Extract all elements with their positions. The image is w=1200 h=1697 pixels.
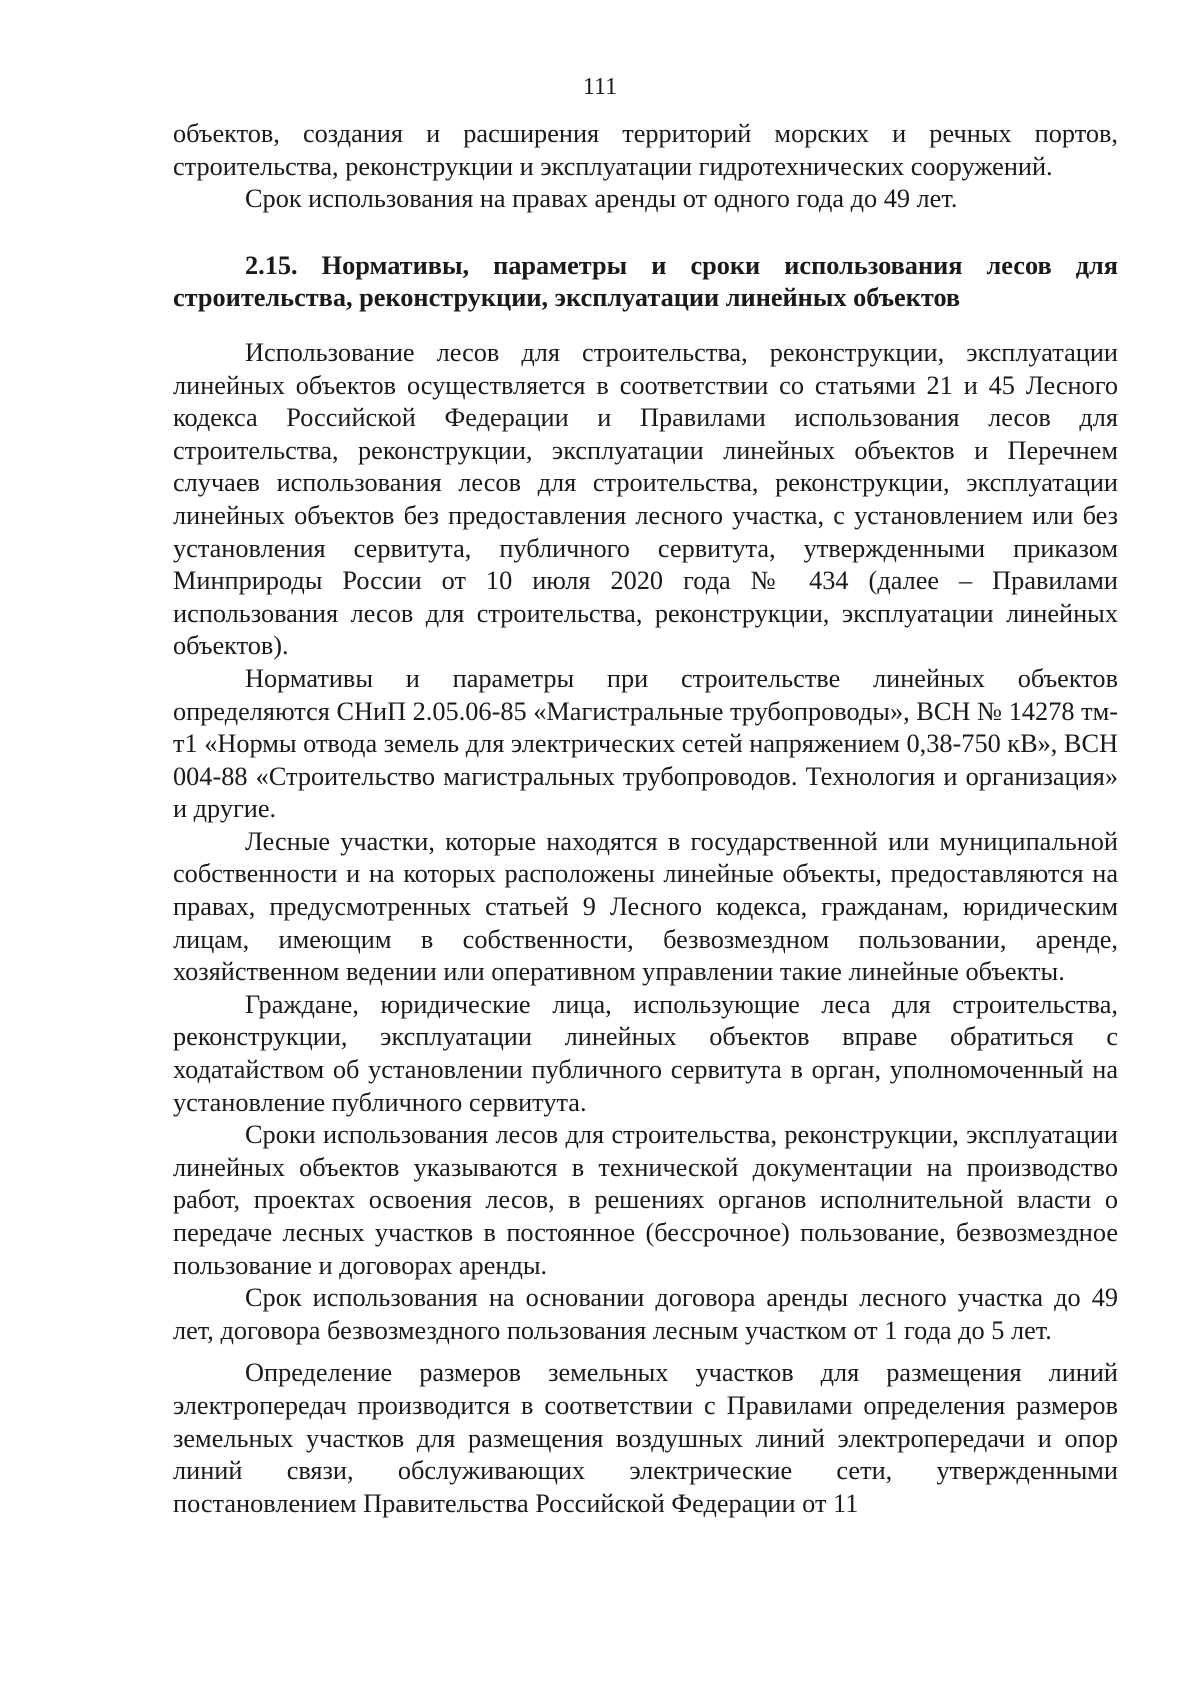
paragraph-public-easement: Граждане, юридические лица, использующие леса для строительства, реконструкции, эксплуатации линейных объектов вправе обратиться с ходатайством об установлении публичного сервитута в орган, уполномоченный на установление публичного сервитута. (173, 989, 1118, 1117)
section-body (173, 337, 1118, 1520)
paragraph-norms-parameters: Нормативы и параметры при строительстве линейных объектов определяются СНиП 2.05.06-85 «Магистральные трубопроводы», ВСН № 14278 тм-т1 «Нормы отвода земель для электрических сетей напряжением 0,38-750 кВ», ВСН 004-88 «Строительство магистральных трубопроводов. Технология и организация» и другие. (173, 663, 1118, 824)
paragraph-power-lines-sizing: Определение размеров земельных участков для размещения линий электропередач производится в соответствии с Правилами определения размеров земельных участков для размещения воздушных линий электропередачи и опор линий связи, обслуживающих электрические сети, утвержденными постановлением Правительства Российской Федерации от 11 (173, 1358, 1118, 1518)
paragraph-forest-plots-rights: Лесные участки, которые находятся в государственной или муниципальной собственности и на которых расположены линейные объекты, предоставляются на правах, предусмотренных статьей 9 Лесного кодекса, гражданам, юридическим лицам, имеющим в собственности, безвозмездном пользовании, аренде, хозяйственном ведении или оперативном управлении такие линейные объекты. (173, 826, 1118, 987)
paragraph-use-terms: Сроки использования лесов для строительства, реконструкции, эксплуатации линейных объектов указываются в технической документации на производство работ, проектах освоения лесов, в решениях органов исполнительной власти о передаче лесных участков в постоянное (бессрочное) пользование, безвозмездное пользование и договорах аренды. (173, 1120, 1118, 1280)
lease-term-paragraph: Срок использования на правах аренды от одного года до 49 лет. (245, 184, 958, 214)
continued-paragraph: объектов, создания и расширения территорий морских и речных портов, строительства, реконструкции и эксплуатации гидротехнических сооружений. (173, 119, 1118, 181)
paragraph-lease-duration: Срок использования на основании договора аренды лесного участка до 49 лет, договора безвозмездного пользования лесным участком от 1 года до 5 лет. (173, 1283, 1118, 1345)
section-heading: 2.15. Нормативы, параметры и сроки использования лесов для строительства, реконструкции, эксплуатации линейных объектов (173, 250, 1118, 313)
page-number: 111 (582, 74, 618, 100)
paragraph-forest-use-rules: Использование лесов для строительства, реконструкции, эксплуатации линейных объектов осуществляется в соответствии со статьями 21 и 45 Лесного кодекса Российской Федерации и Правилами использования лесов для строительства, реконструкции, эксплуатации линейных объектов и Перечнем случаев использования лесов для строительства, реконструкции, эксплуатации линейных объектов без предоставления лесного участка, с установлением или без установления сервитута, публичного сервитута, утвержденными приказом Минприроды России от 10 июля 2020 года № 434 (далее – Правилами использования лесов для строительства, реконструкции, эксплуатации линейных объектов). (173, 337, 1118, 661)
page-body (173, 118, 1118, 1520)
